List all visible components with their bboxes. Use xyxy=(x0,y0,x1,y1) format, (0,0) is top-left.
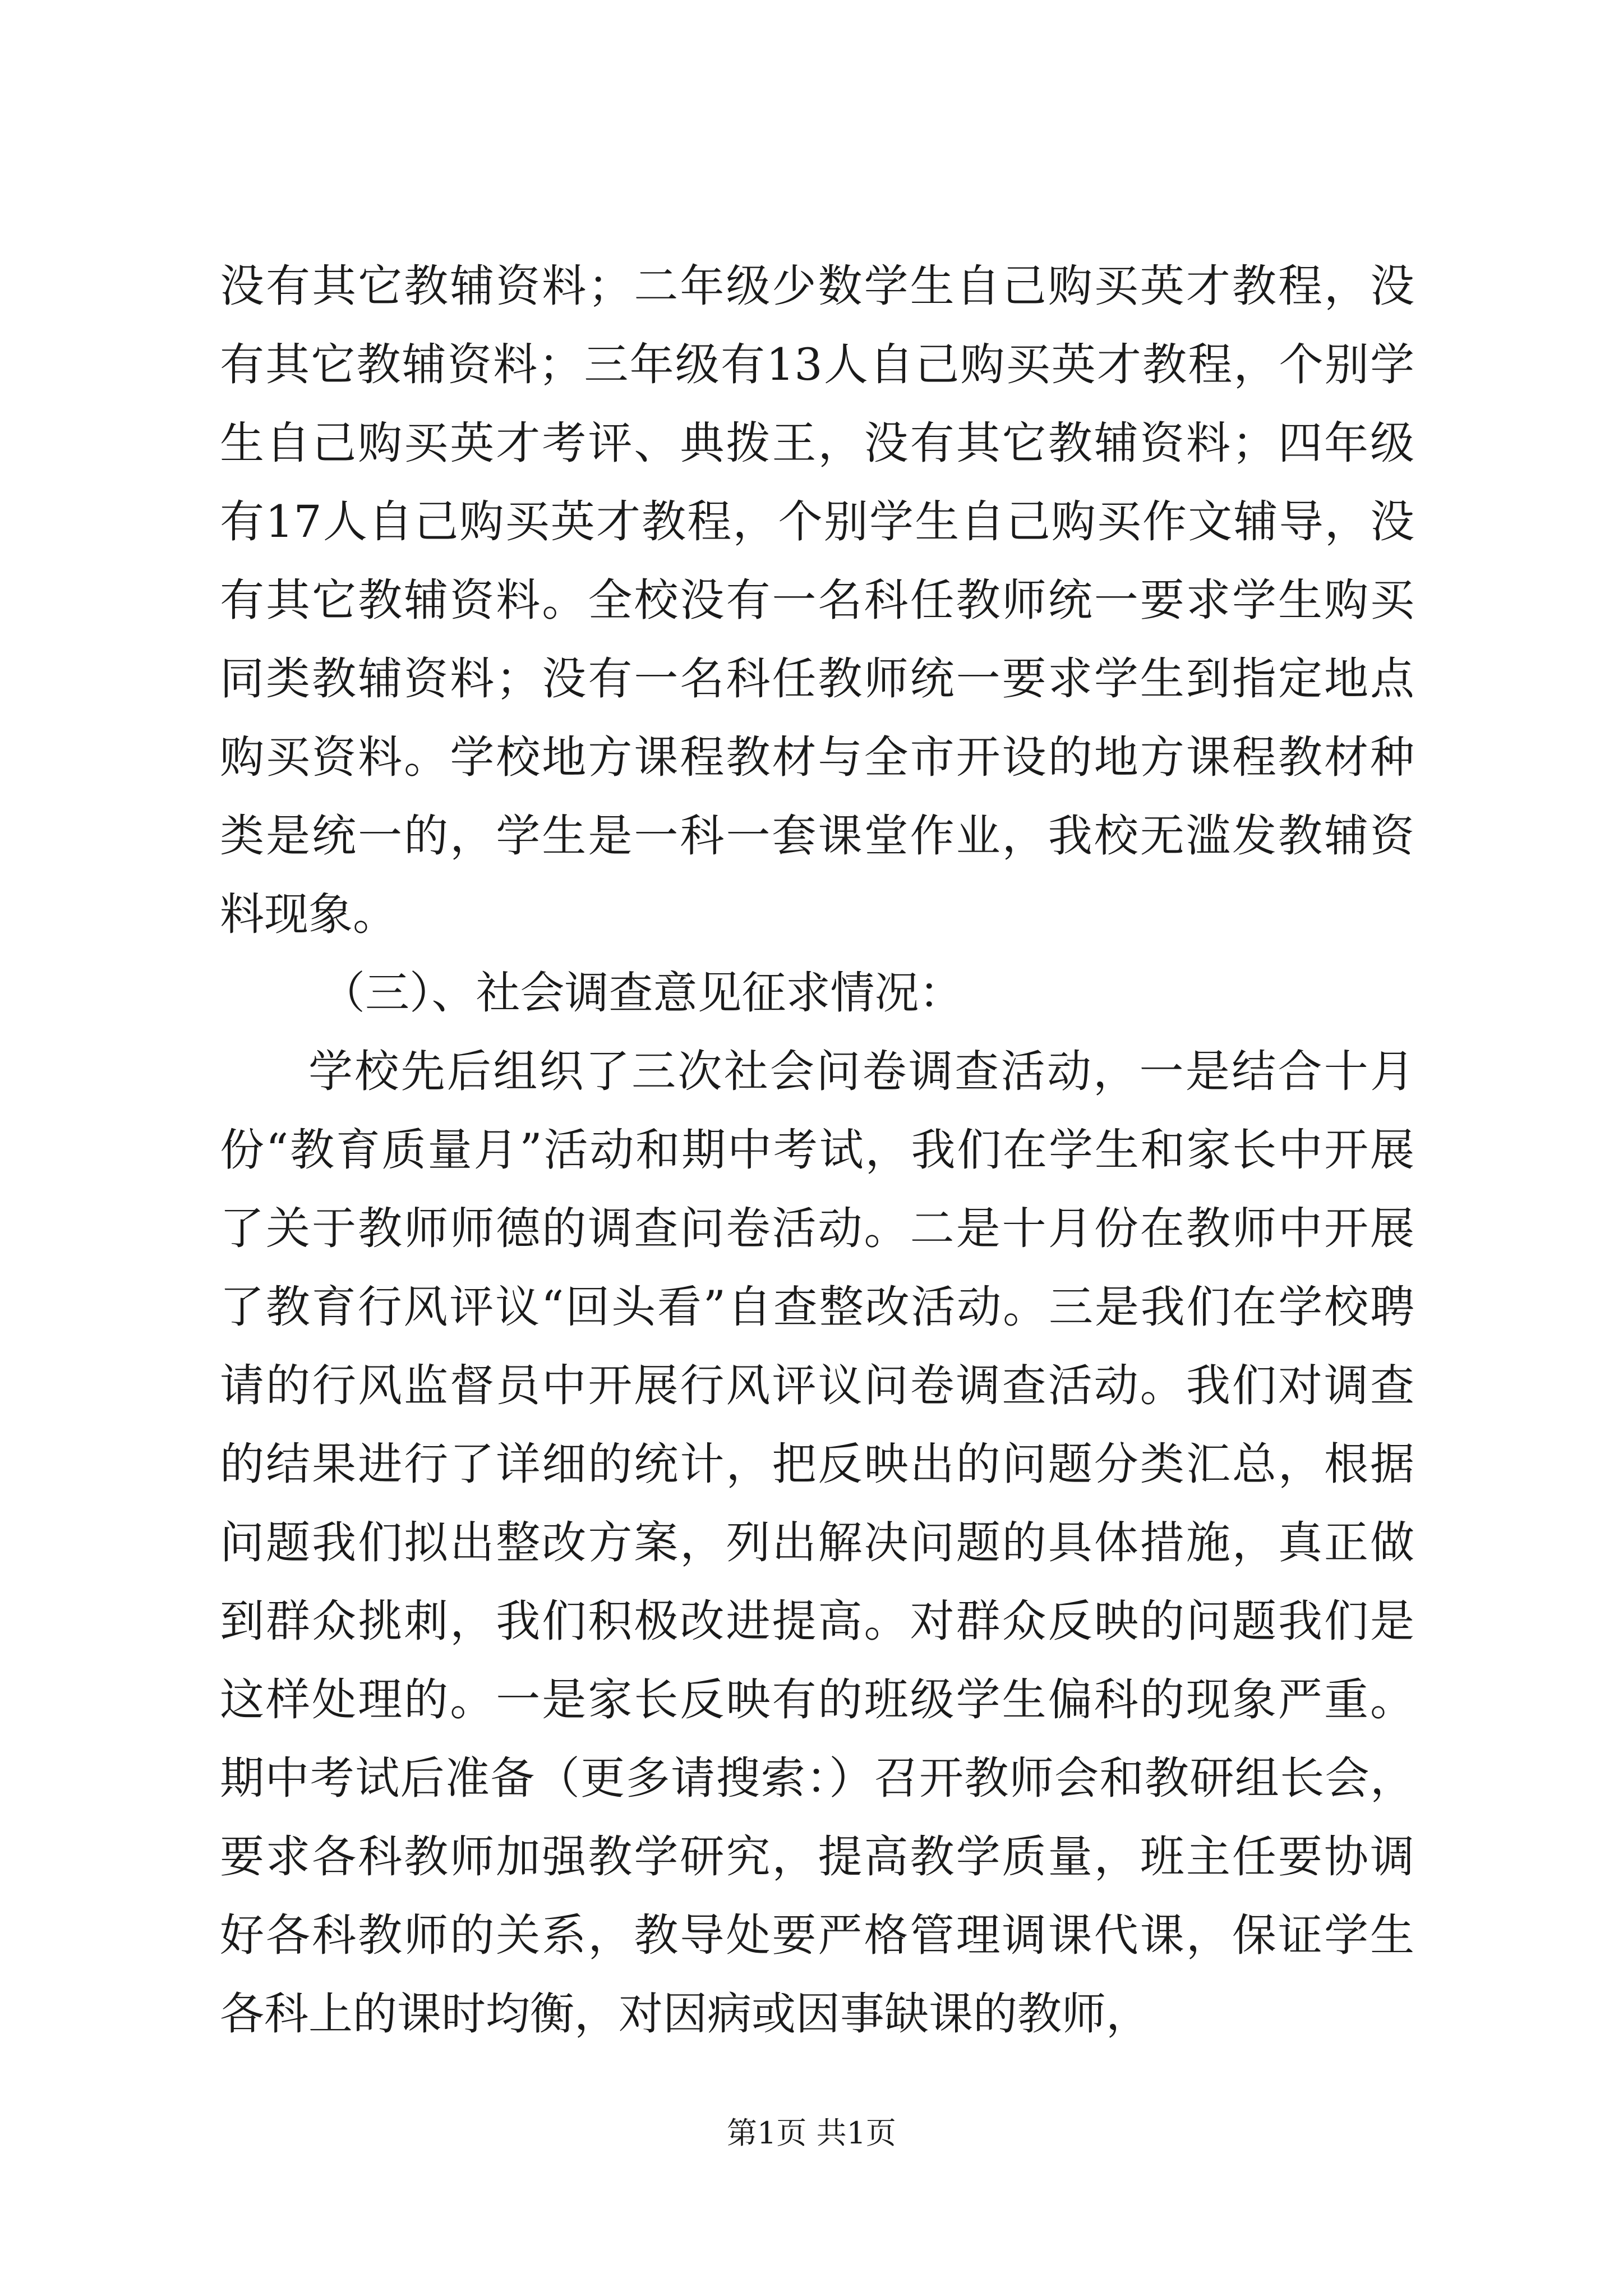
section-heading: （三）、社会调查意见征求情况： xyxy=(321,967,963,1019)
page-footer: 第1页 共1页 xyxy=(727,2115,896,2151)
paragraph-continuation: 没有其它教辅资料；二年级少数学生自己购买英才教程，没有其它教辅资料；三年级有13人自己购买英才教程，个别学生自己购买英才考评、典拨王，没有其它教辅资料；四年级有17人自己购买英才教程，个别学生自己购买作文辅导，没有其它教辅资料。全校没有一名科任教师统一要求学生购买同类教辅资料；没有一名科任教师统一要求学生到指定地点购买资料。学校地方课程教材与全市开设的地方课程教材种类是统一的，学生是一科一套课堂作业，我校无滥发教辅资料现象。 xyxy=(220,260,1414,940)
document-body xyxy=(220,247,1414,2053)
paragraph-survey: 学校先后组织了三次社会问卷调查活动，一是结合十月份“教育质量月”活动和期中考试，我们在学生和家长中开展了关于教师师德的调查问卷活动。二是十月份在教师中开展了教育行风评议“回头看”自查整改活动。三是我们在学校聘请的行风监督员中开展行风评议问卷调查活动。我们对调查的结果进行了详细的统计，把反映出的问题分类汇总，根据问题我们拟出整改方案，列出解决问题的具体措施，真正做到群众挑刺，我们积极改进提高。对群众反映的问题我们是这样处理的。一是家长反映有的班级学生偏科的现象严重。期中考试后准备（更多请搜索：）召开教师会和教研组长会，要求各科教师加强教学研究，提高教学质量，班主任要协调好各科教师的关系，教导处要严格管理调课代课，保证学生各科上的课时均衡，对因病或因事缺课的教师， xyxy=(220,1046,1414,2040)
